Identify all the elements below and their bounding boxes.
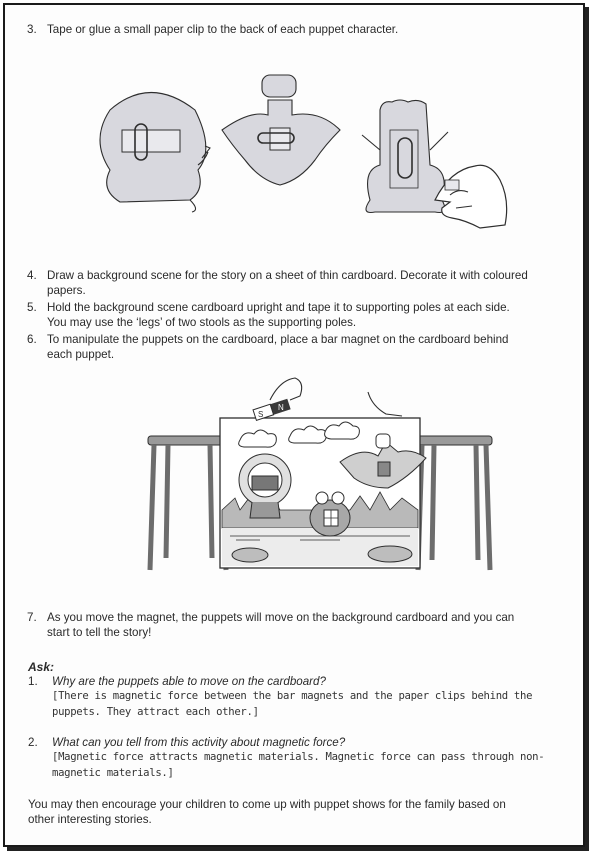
step-number: 6. <box>27 333 37 346</box>
step-text: Draw a background scene for the story on a sheet of thin cardboard. Decorate it with coloured papers. <box>47 269 528 297</box>
step-5 <box>27 300 567 330</box>
answer-text: [Magnetic force attracts magnetic materials. Magnetic force can pass through non- magnetic materials.] <box>52 751 545 779</box>
frog-puppet-back-icon <box>362 100 448 213</box>
step-3 <box>27 22 567 38</box>
bird-puppet-back-icon <box>222 75 340 185</box>
magnet-n-label: N <box>278 403 284 412</box>
step-7 <box>27 610 567 640</box>
right-stool-icon <box>416 436 492 570</box>
step-text: Tape or glue a small paper clip to the back of each puppet character. <box>47 23 399 36</box>
question-number: 2. <box>28 736 38 749</box>
puppet-stage-illustration <box>140 370 500 580</box>
question-1 <box>28 674 568 722</box>
hand-icon <box>368 392 402 416</box>
question-2 <box>28 735 568 783</box>
step-text: To manipulate the puppets on the cardboard, place a bar magnet on the cardboard behind each puppet. <box>47 333 509 361</box>
hand-icon <box>435 165 507 228</box>
question-number: 1. <box>28 675 38 688</box>
puppet-backs-illustration <box>80 70 520 240</box>
step-text: As you move the magnet, the puppets will move on the background cardboard and you can start to tell the story! <box>47 611 515 639</box>
closing-paragraph: You may then encourage your children to come up with puppet shows for the family based on other interesting stories. <box>28 798 506 826</box>
step-number: 7. <box>27 611 37 624</box>
answer-text: [There is magnetic force between the bar magnets and the paper clips behind the puppets. They attract each other.] <box>52 690 533 718</box>
question-text: What can you tell from this activity about magnetic force? <box>52 736 346 749</box>
step-6 <box>27 332 567 362</box>
bar-magnet-icon <box>253 399 291 421</box>
step-number: 5. <box>27 301 37 314</box>
step-text: Hold the background scene cardboard upright and tape it to supporting poles at each side. You may use the ‘legs’ of two stools as the supporting poles. <box>47 301 510 329</box>
magnet-s-label: S <box>258 410 264 419</box>
question-text: Why are the puppets able to move on the cardboard? <box>52 675 326 688</box>
left-stool-icon <box>148 436 228 570</box>
step-number: 3. <box>27 23 37 36</box>
ask-heading: Ask: <box>28 660 55 674</box>
lion-puppet-back-icon <box>100 93 210 213</box>
hand-icon <box>270 378 302 400</box>
step-4 <box>27 268 567 298</box>
step-number: 4. <box>27 269 37 282</box>
